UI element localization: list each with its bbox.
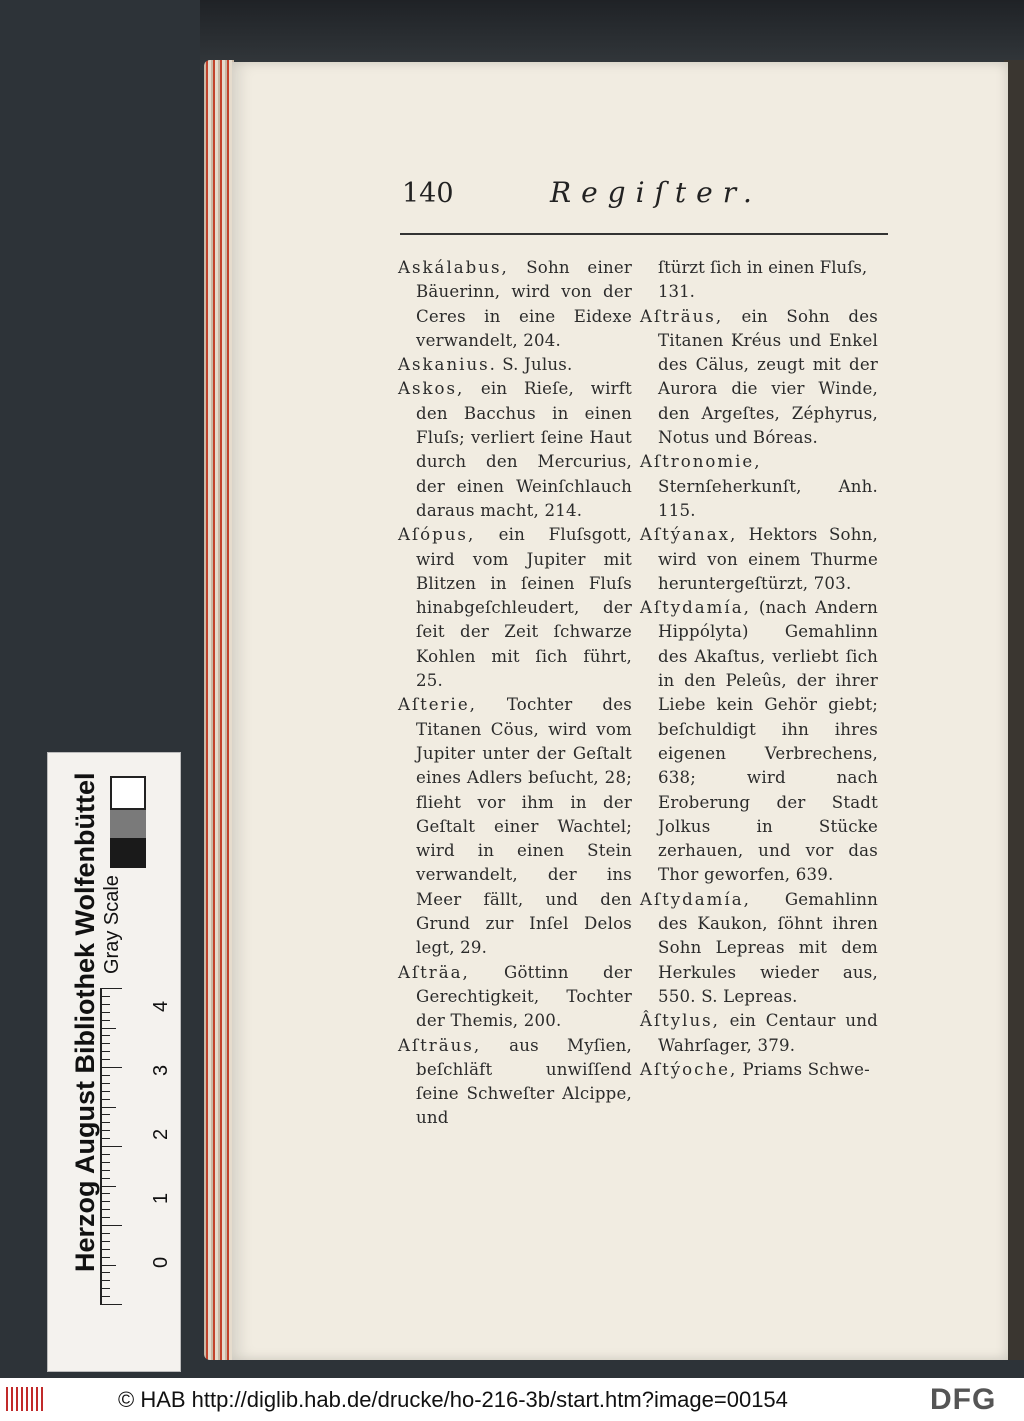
ruler-tick: [100, 1067, 122, 1068]
index-entry: Aſtýoche, Priams Schwe-: [640, 1059, 870, 1079]
ruler-tick: [100, 1154, 110, 1155]
index-entry: Aſtydamía, Gemahlinn des Kaukon, ſöhnt ihren Sohn Lepreas mit dem Herkules wieder aus, 550. S. Lepreas.: [640, 889, 878, 1006]
ruler-tick: [100, 1138, 110, 1139]
ruler-tick: [100, 1083, 110, 1084]
ruler-tick: [100, 1170, 110, 1171]
index-entry: Aſtýanax, Hektors Sohn, wird von einem Thurme heruntergeſtürzt, 703.: [640, 525, 878, 593]
ruler-tick: [100, 1265, 116, 1266]
page-number: 140: [402, 178, 454, 209]
index-entry: Aſträa, Göttinn der Gerechtigkeit, Tochter der Themis, 200.: [398, 962, 632, 1031]
ruler-tick: [100, 1162, 110, 1163]
ruler-tick: [100, 1217, 110, 1218]
ruler-tick: [100, 1225, 122, 1226]
entry-continuation: ſtürzt ſich in einen Fluſs, 131.: [658, 258, 868, 302]
ruler-tick: [100, 1257, 110, 1258]
ruler-tick: [100, 1107, 116, 1108]
ruler-tick: [100, 1035, 110, 1036]
ruler-number: 4: [150, 1000, 172, 1012]
index-entry: Aſträus, ein Sohn des Titanen Kréus und Enkel des Cälus, zeugt mit der Aurora die vier Winde, den Argeſtes, Zéphyrus, Notus und Bóreas.: [640, 306, 878, 448]
ruler-tick: [100, 996, 110, 997]
ruler-tick: [100, 1201, 110, 1202]
ruler-tick: [100, 1075, 110, 1076]
card-title: Herzog August Bibliothek Wolfenbüttel: [70, 772, 100, 1272]
index-entry: Aſópus, ein Fluſsgott, wird vom Jupiter mit Blitzen in ſeinen Fluſs hinabgeſchleudert, der ſeit der Zeit ſchwarze Kohlen mit ſich führt, 25.: [398, 525, 632, 691]
index-entry: Aſtydamía, (nach Andern Hippólyta) Gemahlinn des Akaſtus, verliebt ſich in den Peleûs, der ihrer Liebe kein Gehör giebt; beſchuldigt ihn ihres eigenen Verbrechens, 638; wird nach Eroberung der Stadt Jolkus in Stücke zerhauen, und vor das Thor geworfen, 639.: [640, 598, 878, 885]
ruler-tick: [100, 1233, 110, 1234]
ruler-number: 1: [150, 1192, 172, 1204]
book-cover-top: [200, 0, 1024, 70]
ruler-tick: [100, 1114, 110, 1115]
index-entry: Aſtronomie, Sternſeherkunſt, Anh. 115.: [640, 452, 878, 520]
swatch-gray: [110, 810, 146, 838]
ruler-tick: [100, 1280, 110, 1281]
ruler-tick: [100, 1186, 116, 1187]
ruler-tick: [100, 988, 122, 989]
ruler-tick: [100, 1193, 110, 1194]
header-rule: [400, 233, 888, 235]
card-subtitle: Gray Scale: [101, 875, 123, 974]
ruler-tick: [100, 1012, 110, 1013]
footer-bar: [0, 1378, 1024, 1421]
ruler-tick: [100, 1043, 110, 1044]
index-entry: Askanius. S. Julus.: [398, 355, 573, 375]
ruler-tick: [100, 1130, 110, 1131]
dfg-logo: DFG: [930, 1383, 997, 1416]
left-column: [398, 256, 632, 1131]
index-entry: Askálabus, Sohn einer Bäuerinn, wird von der Ceres in eine Eidexe verwandelt, 204.: [398, 258, 633, 350]
index-entry: Aſträus, aus Myſien, beſchläft unwiſſend ſeine Schweſter Alcippe, und: [398, 1035, 632, 1128]
ruler-tick: [100, 1051, 110, 1052]
ruler-tick: [100, 1146, 122, 1147]
ruler-tick: [100, 1249, 110, 1250]
ruler-tick: [100, 1241, 110, 1242]
ruler-tick: [100, 1004, 110, 1005]
ruler-tick: [100, 1272, 110, 1273]
ruler-tick: [100, 1296, 110, 1297]
ruler-number: 2: [150, 1128, 172, 1140]
ruler-tick: [100, 1099, 110, 1100]
ruler-tick: [100, 1122, 110, 1123]
ruler-number: 0: [150, 1256, 172, 1268]
swatch-black: [110, 838, 146, 868]
swatch-white: [110, 776, 146, 810]
right-column: [640, 256, 878, 1082]
ruler-number: 3: [150, 1064, 172, 1076]
copyright-url[interactable]: © HAB http://diglib.hab.de/drucke/ho-216-3b/start.htm?image=00154: [118, 1387, 788, 1412]
page-title: Regiſter.: [550, 176, 762, 209]
ruler-tick: [100, 1209, 110, 1210]
ruler-tick: [100, 1028, 116, 1029]
ruler-tick: [100, 1091, 110, 1092]
ruler-tick: [100, 1288, 110, 1289]
ruler-tick: [100, 1059, 110, 1060]
ruler-tick: [100, 1178, 110, 1179]
index-entry: Aſterie, Tochter des Titanen Cöus, wird vom Jupiter unter der Geſtalt eines Adlers beſucht, 28; flieht vor ihm in der Geſtalt einer Wachtel; wird in einen Stein verwandelt, der ins Meer fällt, und den Grund zur Inſel Delos legt, 29.: [398, 695, 632, 958]
index-entry: Âſtylus, ein Centaur und Wahrſager, 379.: [640, 1011, 878, 1055]
ruler-tick: [100, 1020, 110, 1021]
ruler-tick: [100, 1304, 122, 1305]
index-entry: Askos, ein Rieſe, wirft den Bacchus in einen Fluſs; verliert ſeine Haut durch den Mercurius, der einen Weinſchlauch daraus macht, 214.: [398, 379, 632, 520]
barcode-icon: [6, 1387, 46, 1411]
page-edges: [204, 60, 234, 1360]
